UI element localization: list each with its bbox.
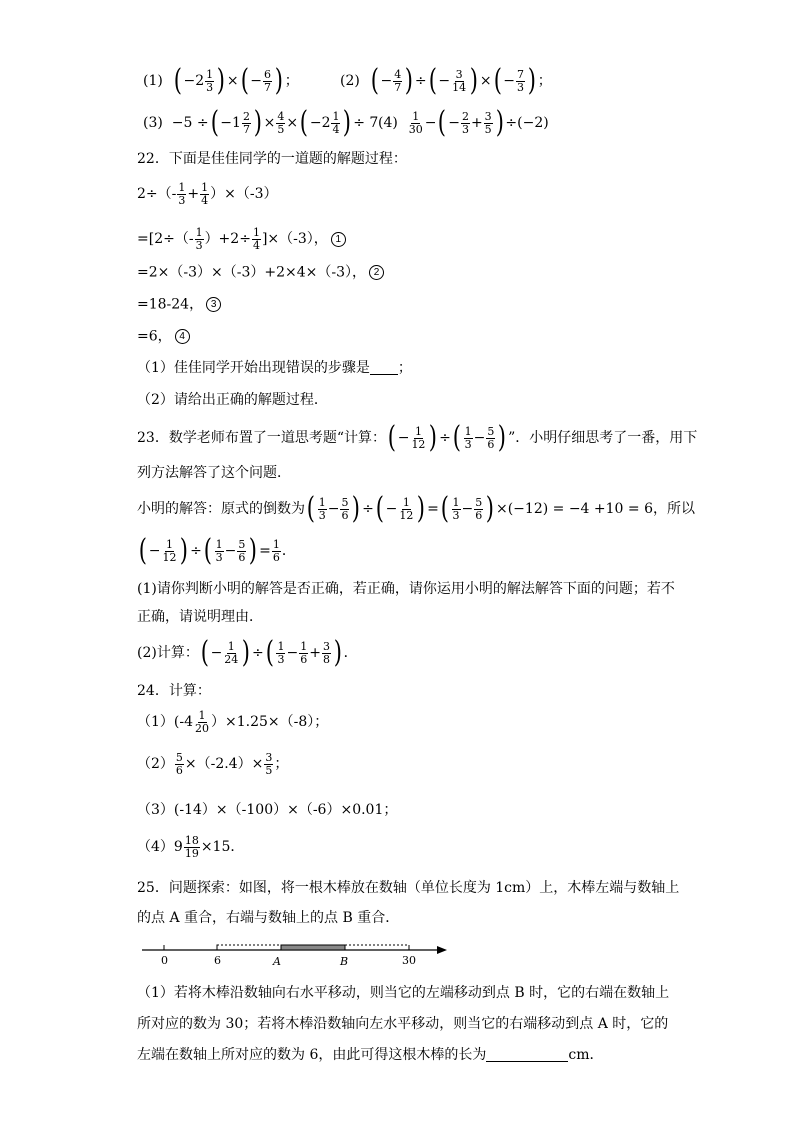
step-marker: 3	[206, 297, 221, 312]
q24-part1: （1）(-4 $\frac{1}{20}$ ）×1.25×（-8）；	[137, 709, 329, 735]
point-label-a: A	[273, 955, 281, 968]
number-line-figure	[137, 938, 457, 970]
tick-label-0: 0	[161, 954, 168, 967]
step-marker: 1	[331, 232, 346, 247]
q21-part2: (2) ( − $\frac{4}{7}$ ) ÷ ( − $\frac{3}{14}$ ) × ( − $\frac{7}{3}$ ) ；	[340, 63, 552, 98]
q24-title: 24．计算：	[137, 683, 211, 699]
q25-title-a: 25．问题探索：如图，将一根木棒放在数轴（单位长度为 1cm）上，木棒左端与数轴上	[137, 880, 680, 896]
point-label-b: B	[340, 955, 349, 968]
q23-sub1b: 正确，请说明理由．	[137, 609, 263, 625]
q21-part1: (1) ( −2 $\frac{1}{3}$ ) × ( − $\frac{6}{7}$ ) ；	[143, 63, 299, 98]
q23-conclusion: ( − $\frac{1}{12}$ ) ÷ ( $\frac{1}{3}$ − $\frac{5}{6}$ ) = $\frac{1}{6}$ ．	[138, 533, 296, 568]
q22-expression: 2÷（- $\frac{1}{3}$ + $\frac{1}{4}$ ）×（-3）	[137, 181, 278, 207]
q22-step3: =18-24， 3	[137, 297, 221, 312]
q24-part3: （3）(-14）×（-100）×（-6）×0.01；	[137, 802, 398, 818]
q25-sub1c: 左端在数轴上所对应的数为 6，由此可得这根木棒的长为 cm．	[137, 1047, 604, 1063]
tick-label-30: 30	[402, 954, 416, 967]
stick	[281, 945, 345, 950]
tick-label-6: 6	[214, 954, 221, 967]
q23-sub2: (2)计算： ( − $\frac{1}{24}$ ) ÷ ( $\frac{1}{3}$ − $\frac{1}{6}$ + $\frac{3}{8}$ ) ．	[137, 635, 358, 670]
q21-part3: (3) −5 ÷ ( −1 $\frac{2}{7}$ ) × $\frac{4}{5}$ × ( −2 $\frac{1}{4}$ ) ÷ 7	[143, 105, 379, 140]
q23-sub1a: (1)请你判断小明的解答是否正确，若正确，请你运用小明的解法解答下面的问题；若不	[137, 581, 675, 597]
answer-blank[interactable]	[370, 374, 398, 375]
step-marker: 2	[369, 265, 384, 280]
q21-part4: (4) $\frac{1}{30}$ − ( − $\frac{2}{3}$ + $\frac{3}{5}$ ) ÷(−2)	[378, 105, 549, 140]
q22-step1: =[2÷（- $\frac{1}{3}$ ）+2÷ $\frac{1}{4}$ ]×（-3）， 1	[137, 227, 346, 251]
fraction: $\frac{1}{3}$	[206, 67, 214, 94]
q23-title: 23．数学老师布置了一道思考题“计算： ( − $\frac{1}{12}$ ) ÷ ( $\frac{1}{3}$ − $\frac{5}{6}$ ) ”．小明仔细思考了一番，用下	[137, 420, 698, 455]
q24-part2: （2） $\frac{5}{6}$ ×（-2.4）× $\frac{3}{5}$ ；	[137, 751, 289, 777]
q23-line2: 列方法解答了这个问题．	[137, 465, 291, 481]
q23-answer: 小明的解答：原式的倒数为 ( $\frac{1}{3}$ − $\frac{5}{6}$ ) ÷ ( − $\frac{1}{12}$ ) = ( $\frac{1}{3}$ − $\frac{5}{6}$ ) × (−12) = −4 +10 = 6 ，所以	[137, 491, 695, 526]
q22-title: 22．下面是佳佳同学的一道题的解题过程：	[137, 151, 407, 167]
q24-part4: （4）9 $\frac{18}{19}$ ×15．	[137, 834, 245, 860]
q25-sub1b: 所对应的数为 30；若将木棒沿数轴向左水平移动，则当它的右端移动到点 A 时，它的	[137, 1016, 669, 1032]
q22-step2: =2×（-3）×（-3）+2×4×（-3）， 2	[137, 265, 384, 280]
axis-arrow-icon	[437, 946, 447, 954]
step-marker: 4	[175, 329, 190, 344]
q25-sub1a: （1）若将木棒沿数轴向右水平移动，则当它的左端移动到点 B 时，它的右端在数轴上	[137, 985, 670, 1001]
answer-blank[interactable]	[486, 1061, 568, 1062]
fraction: $\frac{6}{7}$	[264, 67, 272, 94]
q22-sub1: （1）佳佳同学开始出现错误的步骤是 ；	[137, 360, 412, 376]
q22-step4: =6， 4	[137, 329, 190, 344]
q25-title-b: 的点 A 重合，右端与数轴上的点 B 重合．	[137, 910, 400, 926]
q22-sub2: （2）请给出正确的解题过程．	[137, 392, 328, 408]
